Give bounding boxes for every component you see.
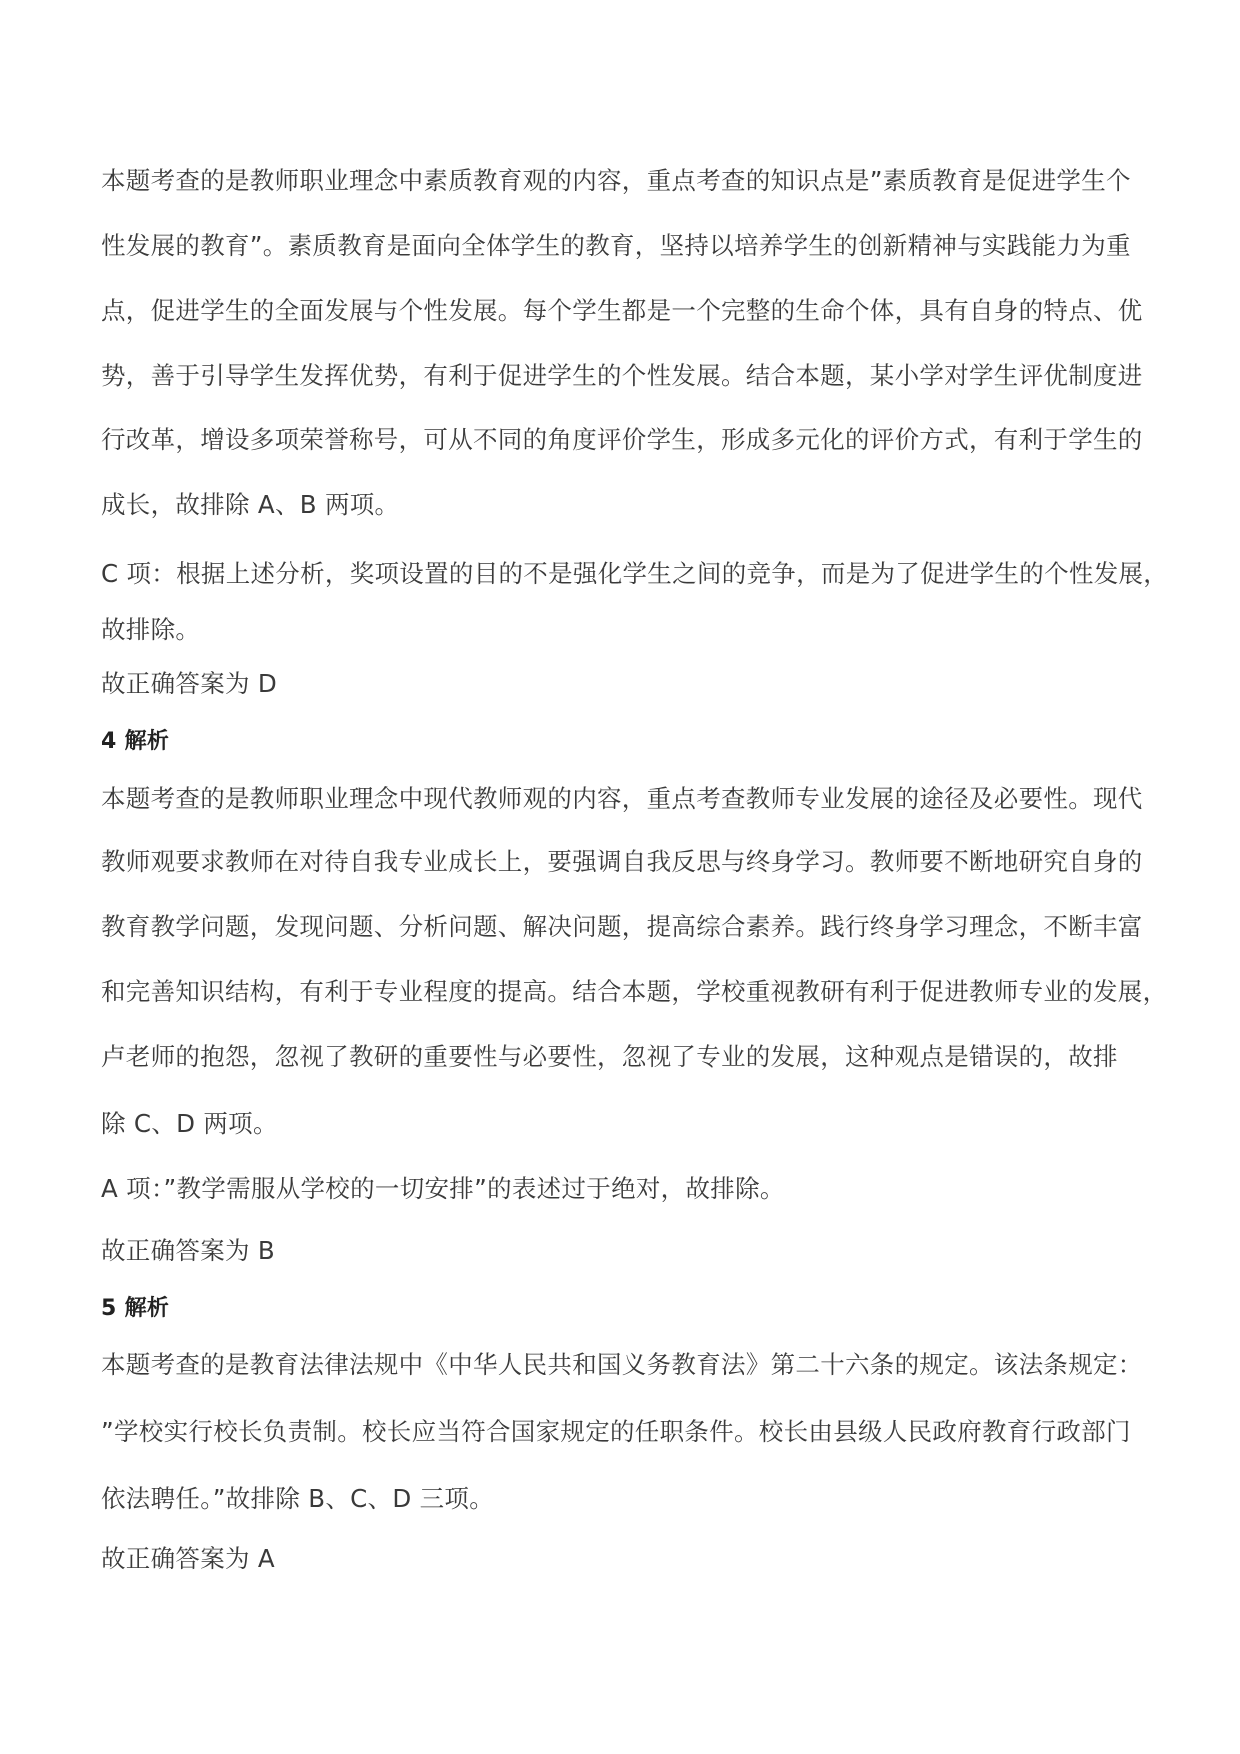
paragraph-line: 本题考查的是教育法律法规中《中华人民共和国义务教育法》第二十六条的规定。该法条规定：: [101, 1350, 1143, 1379]
section-heading: 5 解析: [101, 1296, 170, 1321]
paragraph-line: 本题考查的是教师职业理念中现代教师观的内容，重点考查教师专业发展的途径及必要性。现代: [101, 784, 1143, 813]
paragraph-line: 行改革，增设多项荣誉称号，可从不同的角度评价学生，形成多元化的评价方式，有利于学生的: [101, 425, 1143, 454]
paragraph-line: 点，促进学生的全面发展与个性发展。每个学生都是一个完整的生命个体，具有自身的特点、优: [101, 296, 1143, 325]
paragraph-line: 教师观要求教师在对待自我专业成长上，要强调自我反思与终身学习。教师要不断地研究自身的: [101, 847, 1143, 876]
paragraph-line: 除 C、D 两项。: [101, 1109, 278, 1138]
answer-line: 故正确答案为 A: [101, 1544, 275, 1573]
paragraph-line: 教育教学问题，发现问题、分析问题、解决问题，提高综合素养。践行终身学习理念，不断丰富: [101, 912, 1143, 941]
answer-line: 故正确答案为 B: [101, 1236, 275, 1265]
option-note: C 项：根据上述分析，奖项设置的目的不是强化学生之间的竞争，而是为了促进学生的个性发展，: [101, 559, 1169, 588]
paragraph-line: 和完善知识结构，有利于专业程度的提高。结合本题，学校重视教研有利于促进教师专业的发展，: [101, 977, 1168, 1006]
paragraph-line: 本题考查的是教师职业理念中素质教育观的内容，重点考查的知识点是”素质教育是促进学生个: [101, 166, 1131, 195]
paragraph-line: ”学校实行校长负责制。校长应当符合国家规定的任职条件。校长由县级人民政府教育行政部门: [101, 1417, 1131, 1446]
paragraph-line: 性发展的教育”。素质教育是面向全体学生的教育，坚持以培养学生的创新精神与实践能力为重: [101, 231, 1131, 260]
option-note: A 项：”教学需服从学校的一切安排”的表述过于绝对，故排除。: [101, 1174, 785, 1203]
paragraph-line: 依法聘任。”故排除 B、C、D 三项。: [101, 1484, 494, 1513]
paragraph-line: 卢老师的抱怨，忽视了教研的重要性与必要性，忽视了专业的发展，这种观点是错误的，故排: [101, 1042, 1118, 1071]
answer-line: 故正确答案为 D: [101, 669, 278, 698]
section-heading: 4 解析: [101, 729, 170, 754]
paragraph-line: 势，善于引导学生发挥优势，有利于促进学生的个性发展。结合本题，某小学对学生评优制度进: [101, 361, 1143, 390]
option-note: 故排除。: [101, 615, 201, 644]
paragraph-line: 成长，故排除 A、B 两项。: [101, 490, 400, 519]
